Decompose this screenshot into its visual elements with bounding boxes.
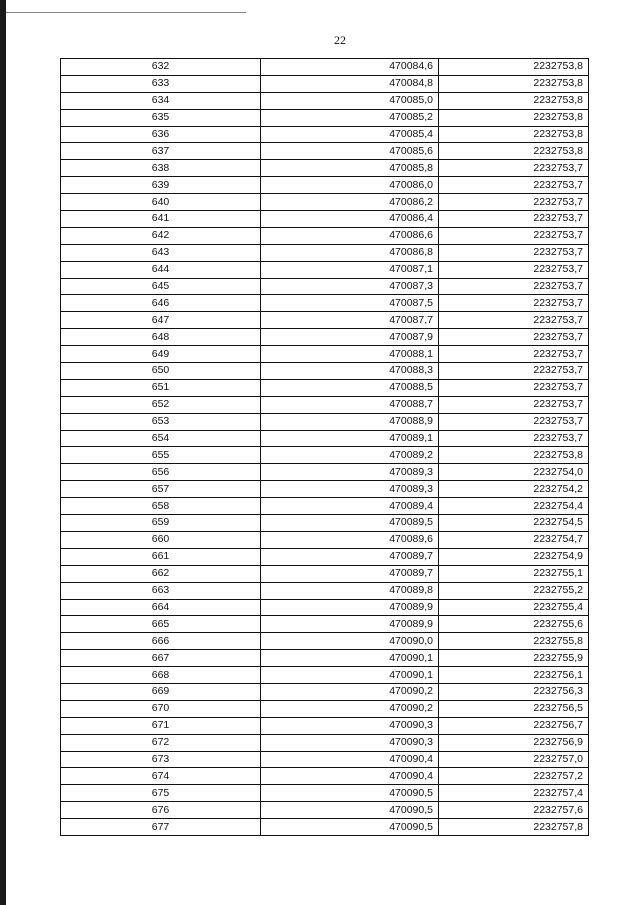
table-row [61, 346, 589, 363]
point-number-cell: 661 [61, 548, 261, 565]
table-row [61, 244, 589, 261]
point-number-cell: 672 [61, 734, 261, 751]
x-coordinate-cell: 470085,8 [261, 160, 439, 177]
point-number-cell: 642 [61, 227, 261, 244]
point-number-cell: 664 [61, 599, 261, 616]
y-coordinate-cell: 2232753,7 [439, 177, 589, 194]
table-row [61, 599, 589, 616]
y-coordinate-cell: 2232753,8 [439, 92, 589, 109]
y-coordinate-cell: 2232753,7 [439, 379, 589, 396]
table-row [61, 295, 589, 312]
x-coordinate-cell: 470089,2 [261, 447, 439, 464]
x-coordinate-cell: 470087,3 [261, 278, 439, 295]
table-row [61, 667, 589, 684]
point-number-cell: 657 [61, 481, 261, 498]
point-number-cell: 640 [61, 194, 261, 211]
table-row [61, 312, 589, 329]
y-coordinate-cell: 2232753,8 [439, 109, 589, 126]
table-row [61, 633, 589, 650]
point-number-cell: 646 [61, 295, 261, 312]
y-coordinate-cell: 2232753,7 [439, 430, 589, 447]
y-coordinate-cell: 2232755,2 [439, 582, 589, 599]
point-number-cell: 671 [61, 717, 261, 734]
y-coordinate-cell: 2232753,8 [439, 59, 589, 76]
point-number-cell: 637 [61, 143, 261, 160]
y-coordinate-cell: 2232757,4 [439, 785, 589, 802]
point-number-cell: 666 [61, 633, 261, 650]
x-coordinate-cell: 470084,8 [261, 75, 439, 92]
point-number-cell: 674 [61, 768, 261, 785]
y-coordinate-cell: 2232754,4 [439, 498, 589, 515]
table-row [61, 278, 589, 295]
table-row [61, 261, 589, 278]
x-coordinate-cell: 470085,6 [261, 143, 439, 160]
y-coordinate-cell: 2232755,9 [439, 650, 589, 667]
point-number-cell: 632 [61, 59, 261, 76]
y-coordinate-cell: 2232753,8 [439, 447, 589, 464]
table-row [61, 548, 589, 565]
page-number: 22 [334, 33, 346, 47]
x-coordinate-cell: 470086,8 [261, 244, 439, 261]
table-row [61, 75, 589, 92]
x-coordinate-cell: 470090,5 [261, 819, 439, 836]
x-coordinate-cell: 470089,6 [261, 531, 439, 548]
x-coordinate-cell: 470089,8 [261, 582, 439, 599]
table-row [61, 717, 589, 734]
point-number-cell: 645 [61, 278, 261, 295]
table-row [61, 785, 589, 802]
point-number-cell: 653 [61, 413, 261, 430]
x-coordinate-cell: 470089,9 [261, 616, 439, 633]
x-coordinate-cell: 470089,7 [261, 548, 439, 565]
table-row [61, 700, 589, 717]
x-coordinate-cell: 470090,2 [261, 683, 439, 700]
y-coordinate-cell: 2232756,3 [439, 683, 589, 700]
point-number-cell: 650 [61, 363, 261, 380]
scan-left-edge [0, 0, 6, 905]
point-number-cell: 663 [61, 582, 261, 599]
x-coordinate-cell: 470089,4 [261, 498, 439, 515]
point-number-cell: 648 [61, 329, 261, 346]
x-coordinate-cell: 470089,9 [261, 599, 439, 616]
table-row [61, 464, 589, 481]
x-coordinate-cell: 470088,7 [261, 396, 439, 413]
x-coordinate-cell: 470090,3 [261, 734, 439, 751]
x-coordinate-cell: 470090,4 [261, 768, 439, 785]
y-coordinate-cell: 2232753,7 [439, 413, 589, 430]
table-row [61, 650, 589, 667]
y-coordinate-cell: 2232756,5 [439, 700, 589, 717]
x-coordinate-cell: 470089,7 [261, 565, 439, 582]
x-coordinate-cell: 470086,6 [261, 227, 439, 244]
point-number-cell: 675 [61, 785, 261, 802]
x-coordinate-cell: 470090,0 [261, 633, 439, 650]
point-number-cell: 670 [61, 700, 261, 717]
y-coordinate-cell: 2232753,7 [439, 295, 589, 312]
y-coordinate-cell: 2232753,8 [439, 143, 589, 160]
x-coordinate-cell: 470086,4 [261, 211, 439, 228]
table-row [61, 582, 589, 599]
point-number-cell: 643 [61, 244, 261, 261]
table-row [61, 515, 589, 532]
table-row [61, 481, 589, 498]
table-row [61, 143, 589, 160]
y-coordinate-cell: 2232753,7 [439, 227, 589, 244]
table-row [61, 194, 589, 211]
y-coordinate-cell: 2232755,8 [439, 633, 589, 650]
point-number-cell: 641 [61, 211, 261, 228]
x-coordinate-cell: 470090,3 [261, 717, 439, 734]
table-row [61, 59, 589, 76]
table-row [61, 126, 589, 143]
point-number-cell: 638 [61, 160, 261, 177]
point-number-cell: 655 [61, 447, 261, 464]
table-row [61, 211, 589, 228]
x-coordinate-cell: 470086,0 [261, 177, 439, 194]
x-coordinate-cell: 470088,3 [261, 363, 439, 380]
x-coordinate-cell: 470090,1 [261, 667, 439, 684]
point-number-cell: 659 [61, 515, 261, 532]
y-coordinate-cell: 2232753,7 [439, 396, 589, 413]
y-coordinate-cell: 2232753,7 [439, 160, 589, 177]
y-coordinate-cell: 2232754,7 [439, 531, 589, 548]
point-number-cell: 669 [61, 683, 261, 700]
y-coordinate-cell: 2232754,9 [439, 548, 589, 565]
point-number-cell: 647 [61, 312, 261, 329]
point-number-cell: 656 [61, 464, 261, 481]
table-row [61, 768, 589, 785]
x-coordinate-cell: 470089,5 [261, 515, 439, 532]
table-row [61, 447, 589, 464]
header-rule [6, 12, 246, 13]
x-coordinate-cell: 470088,9 [261, 413, 439, 430]
table-row [61, 160, 589, 177]
table-row [61, 616, 589, 633]
x-coordinate-cell: 470084,6 [261, 59, 439, 76]
x-coordinate-cell: 470090,5 [261, 785, 439, 802]
table-row [61, 751, 589, 768]
x-coordinate-cell: 470087,1 [261, 261, 439, 278]
x-coordinate-cell: 470085,0 [261, 92, 439, 109]
y-coordinate-cell: 2232756,7 [439, 717, 589, 734]
y-coordinate-cell: 2232755,1 [439, 565, 589, 582]
y-coordinate-cell: 2232753,8 [439, 126, 589, 143]
x-coordinate-cell: 470090,4 [261, 751, 439, 768]
point-number-cell: 673 [61, 751, 261, 768]
table-row [61, 819, 589, 836]
coordinates-table-body [61, 59, 589, 836]
point-number-cell: 667 [61, 650, 261, 667]
y-coordinate-cell: 2232754,2 [439, 481, 589, 498]
y-coordinate-cell: 2232753,7 [439, 194, 589, 211]
y-coordinate-cell: 2232754,5 [439, 515, 589, 532]
table-row [61, 531, 589, 548]
x-coordinate-cell: 470087,9 [261, 329, 439, 346]
table-row [61, 683, 589, 700]
x-coordinate-cell: 470086,2 [261, 194, 439, 211]
y-coordinate-cell: 2232753,7 [439, 346, 589, 363]
x-coordinate-cell: 470090,5 [261, 802, 439, 819]
point-number-cell: 649 [61, 346, 261, 363]
x-coordinate-cell: 470089,3 [261, 481, 439, 498]
y-coordinate-cell: 2232753,7 [439, 244, 589, 261]
y-coordinate-cell: 2232757,8 [439, 819, 589, 836]
point-number-cell: 636 [61, 126, 261, 143]
table-row [61, 109, 589, 126]
point-number-cell: 665 [61, 616, 261, 633]
y-coordinate-cell: 2232753,7 [439, 312, 589, 329]
x-coordinate-cell: 470087,7 [261, 312, 439, 329]
table-row [61, 498, 589, 515]
y-coordinate-cell: 2232756,9 [439, 734, 589, 751]
table-row [61, 227, 589, 244]
point-number-cell: 634 [61, 92, 261, 109]
table-row [61, 177, 589, 194]
y-coordinate-cell: 2232755,4 [439, 599, 589, 616]
point-number-cell: 635 [61, 109, 261, 126]
y-coordinate-cell: 2232757,6 [439, 802, 589, 819]
table-row [61, 363, 589, 380]
point-number-cell: 644 [61, 261, 261, 278]
point-number-cell: 668 [61, 667, 261, 684]
y-coordinate-cell: 2232755,6 [439, 616, 589, 633]
point-number-cell: 677 [61, 819, 261, 836]
point-number-cell: 652 [61, 396, 261, 413]
point-number-cell: 654 [61, 430, 261, 447]
y-coordinate-cell: 2232753,7 [439, 278, 589, 295]
table-row [61, 413, 589, 430]
x-coordinate-cell: 470090,2 [261, 700, 439, 717]
x-coordinate-cell: 470087,5 [261, 295, 439, 312]
x-coordinate-cell: 470085,4 [261, 126, 439, 143]
x-coordinate-cell: 470089,3 [261, 464, 439, 481]
table-row [61, 430, 589, 447]
point-number-cell: 662 [61, 565, 261, 582]
x-coordinate-cell: 470090,1 [261, 650, 439, 667]
y-coordinate-cell: 2232753,8 [439, 75, 589, 92]
table-row [61, 329, 589, 346]
y-coordinate-cell: 2232753,7 [439, 261, 589, 278]
table-row [61, 734, 589, 751]
x-coordinate-cell: 470085,2 [261, 109, 439, 126]
point-number-cell: 660 [61, 531, 261, 548]
coordinates-table [60, 58, 589, 836]
y-coordinate-cell: 2232757,2 [439, 768, 589, 785]
point-number-cell: 658 [61, 498, 261, 515]
x-coordinate-cell: 470088,1 [261, 346, 439, 363]
table-row [61, 565, 589, 582]
x-coordinate-cell: 470089,1 [261, 430, 439, 447]
table-row [61, 379, 589, 396]
table-row [61, 396, 589, 413]
y-coordinate-cell: 2232753,7 [439, 363, 589, 380]
y-coordinate-cell: 2232754,0 [439, 464, 589, 481]
y-coordinate-cell: 2232757,0 [439, 751, 589, 768]
point-number-cell: 676 [61, 802, 261, 819]
y-coordinate-cell: 2232753,7 [439, 211, 589, 228]
x-coordinate-cell: 470088,5 [261, 379, 439, 396]
y-coordinate-cell: 2232753,7 [439, 329, 589, 346]
point-number-cell: 651 [61, 379, 261, 396]
table-row [61, 802, 589, 819]
point-number-cell: 639 [61, 177, 261, 194]
point-number-cell: 633 [61, 75, 261, 92]
y-coordinate-cell: 2232756,1 [439, 667, 589, 684]
table-row [61, 92, 589, 109]
